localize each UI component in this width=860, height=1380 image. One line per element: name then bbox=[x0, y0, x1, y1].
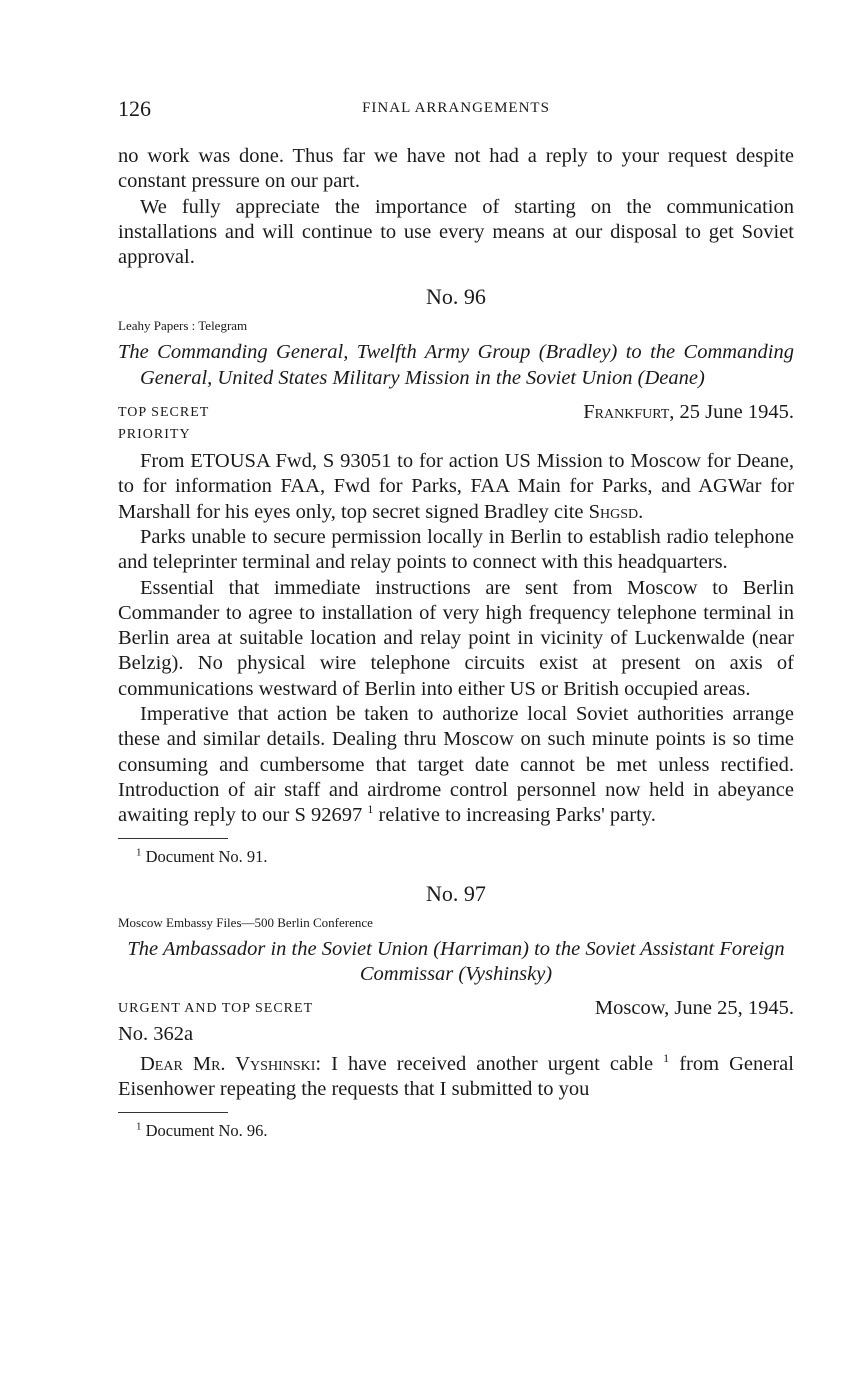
doc97-paragraph-1-text: : I have received another urgent cable bbox=[315, 1053, 664, 1076]
doc96-paragraph-3: Essential that immediate instructions are sent from Moscow to Berlin Commander to agree to installation of very high frequency telephone terminal in Berlin area at suitable location and relay point in vicinity of Luckenwalde (near Belzig). No physical wire telephone circuits exist at present on axis of communications westward of Berlin into either US or British occupied areas. bbox=[118, 576, 794, 700]
document-number-97: No. 97 bbox=[426, 880, 486, 906]
page-header bbox=[118, 96, 794, 124]
doc96-paragraph-2: Parks unable to secure permission locally in Berlin to establish radio telephone and teleprinter terminal and relay points to connect with this headquarters. bbox=[118, 525, 794, 574]
doc96-cite-code: Shgsd bbox=[588, 500, 639, 523]
footnote-rule-96 bbox=[118, 838, 228, 839]
running-head: FINAL ARRANGEMENTS bbox=[362, 100, 550, 116]
dateline-date-96: , 25 June 1945. bbox=[669, 401, 794, 424]
footnote-text-97: Document No. 96. bbox=[141, 1120, 268, 1140]
dateline-96 bbox=[583, 401, 794, 424]
doc97-paragraph-1-end: from General Eisenhower repeating the requests that I submitted to you bbox=[118, 1053, 794, 1101]
dateline-place-96: Frankfurt bbox=[583, 401, 670, 424]
dateline-97: Moscow, June 25, 1945. bbox=[594, 997, 794, 1020]
doc96-paragraph-4-text: Imperative that action be taken to authorize local Soviet authorities arrange these and similar details. Dealing thru Moscow on such minute points is so time consuming and cumbersome that target date cannot be met unless rectified. Introduction of air staff and airdrome control personnel now held in abeyance awaiting reply to our S 92697 bbox=[118, 703, 794, 827]
doc96-paragraph-1-end: . bbox=[638, 500, 644, 523]
doc96-paragraph-4 bbox=[118, 702, 794, 828]
page-number: 126 bbox=[118, 96, 151, 121]
priority-label-96: PRIORITY bbox=[118, 427, 191, 443]
footnote-mark-97: 1 bbox=[136, 1120, 142, 1133]
document-title-97: The Ambassador in the Soviet Union (Harriman) to the Soviet Assistant Foreign Commissar (Vyshinsky) bbox=[127, 937, 785, 985]
footnote-mark-96: 1 bbox=[136, 846, 142, 859]
footnote-rule-97 bbox=[118, 1112, 228, 1113]
footnote-96 bbox=[118, 847, 794, 867]
footnote-97 bbox=[118, 1121, 794, 1141]
doc97-paragraph-1 bbox=[118, 1052, 794, 1103]
document-title-96: The Commanding General, Twelfth Army Group (Bradley) to the Commanding General, United States Military Mission in the Soviet Union (Deane) bbox=[118, 341, 794, 389]
doc96-paragraph-1 bbox=[118, 449, 794, 525]
footnote-ref-96: 1 bbox=[367, 802, 374, 817]
continuation-paragraph-1: no work was done. Thus far we have not had a reply to your request despite constant pressure on our part. bbox=[118, 145, 794, 193]
classification-97: URGENT AND TOP SECRET bbox=[118, 1001, 314, 1017]
salutation-97: Dear Mr. Vyshinski bbox=[140, 1053, 316, 1076]
classification-row-97 bbox=[118, 997, 794, 1023]
document-source-96: Leahy Papers : Telegram bbox=[118, 318, 248, 334]
document-source-97: Moscow Embassy Files—500 Berlin Conference bbox=[118, 914, 373, 930]
classification-96: TOP SECRET bbox=[118, 405, 210, 421]
classification-row-96 bbox=[118, 401, 794, 427]
reference-number-97: No. 362a bbox=[118, 1023, 194, 1046]
document-number-96: No. 96 bbox=[426, 284, 486, 310]
doc96-paragraph-4-end: relative to increasing Parks' party. bbox=[373, 804, 656, 827]
continuation-paragraph-2: We fully appreciate the importance of starting on the communication installations and will continue to use every means at our disposal to get Soviet approval. bbox=[118, 195, 794, 269]
page-content bbox=[118, 144, 794, 1145]
footnote-ref-97: 1 bbox=[663, 1051, 670, 1066]
footnote-text-96: Document No. 91. bbox=[141, 846, 268, 866]
doc96-paragraph-1-text: From ETOUSA Fwd, S 93051 to for action US Mission to Moscow for Deane, to for information FAA, Fwd for Parks, FAA Main for Parks, and AGWar for Marshall for his eyes only, top secret signed Bradley cite bbox=[118, 450, 794, 523]
